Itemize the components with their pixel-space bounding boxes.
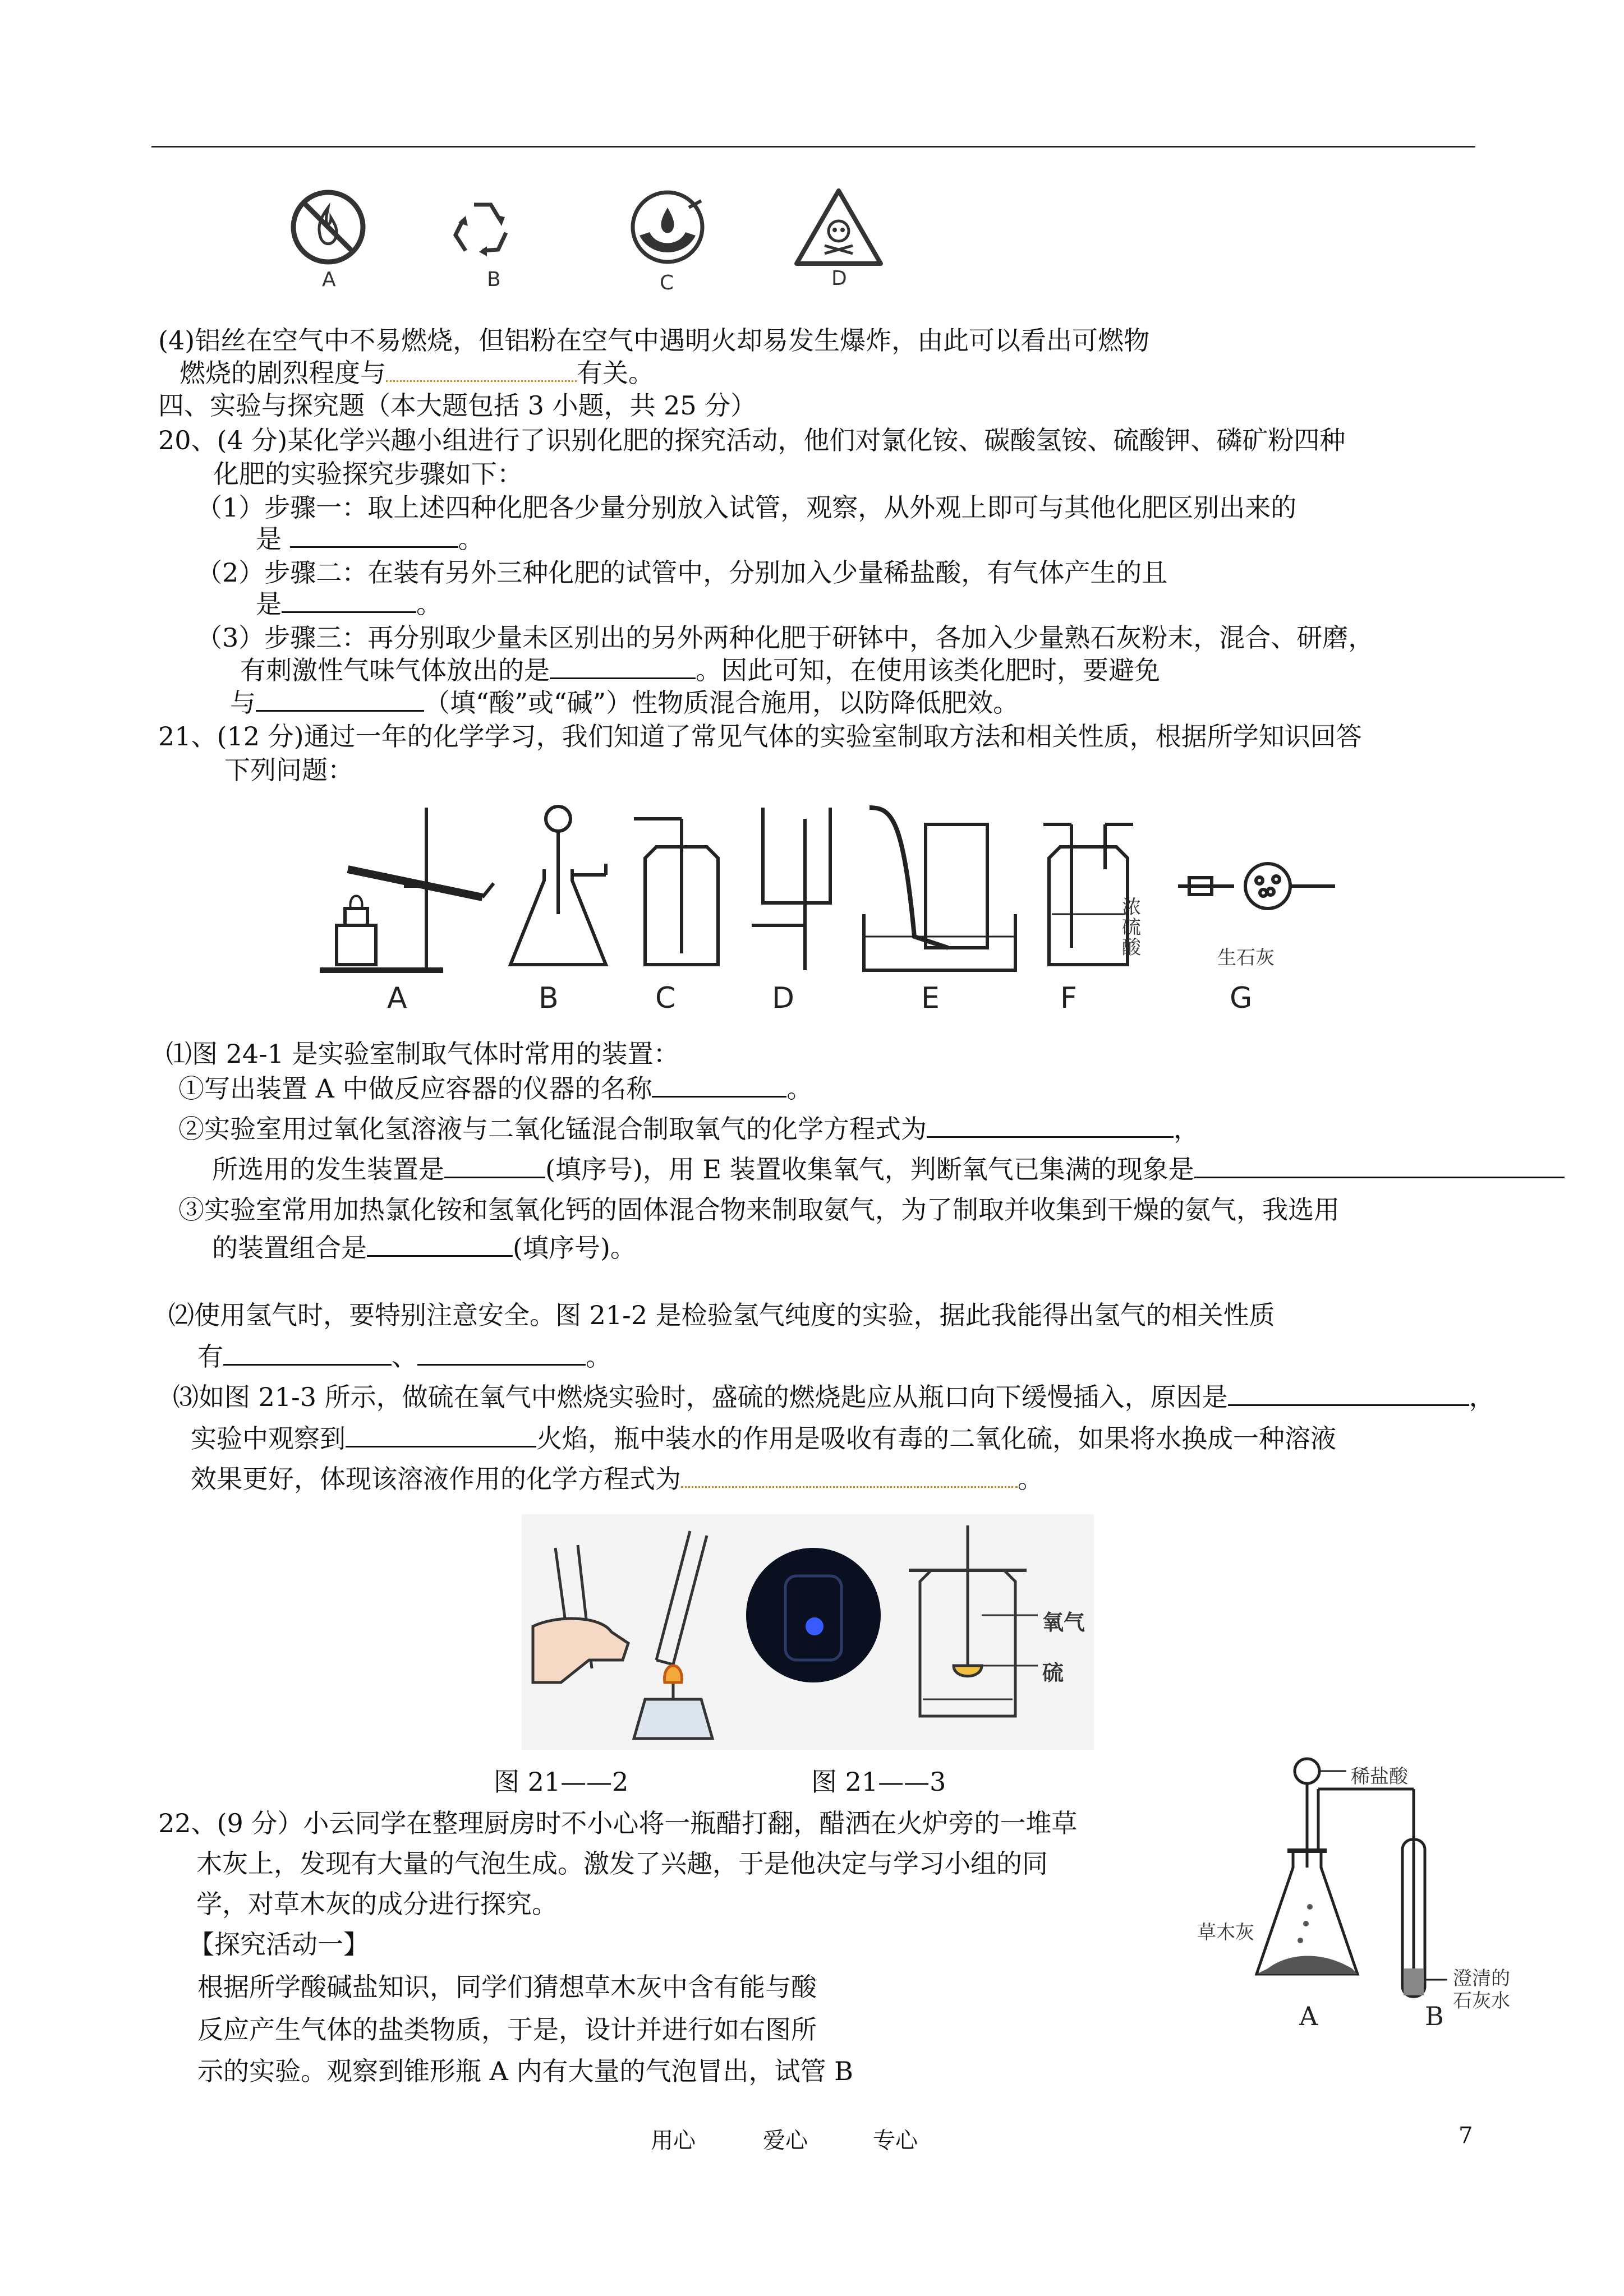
q22-line2: 木灰上，发现有大量的气泡生成。激发了兴趣，于是他决定与学习小组的同	[196, 1848, 1048, 1879]
apparatus-figure	[314, 802, 1358, 989]
q21-p1-3b-text-a: 的装置组合是	[212, 1233, 367, 1263]
q21-p3b-text-b: 火焰，瓶中装水的作用是吸收有毒的二氧化硫，如果将水换成一种溶液	[536, 1423, 1336, 1454]
q20-step3-text-d: （填“酸”或“碱”）性物质混合施用，以防降低肥效。	[424, 688, 1019, 718]
q20-step3-text-a: 有刺激性气味气体放出的是	[240, 655, 550, 685]
q21-p3a	[173, 1381, 1495, 1413]
q21-p3b-text-a: 实验中观察到	[191, 1423, 346, 1454]
q20-step3-blank1[interactable]	[550, 655, 696, 679]
q21-full-phenomenon-blank[interactable]	[1194, 1154, 1565, 1178]
symbol-label-d: D	[831, 267, 847, 290]
q19-4-line1: (4)铝丝在空气中不易燃烧，但铝粉在空气中遇明火却易发生爆炸，由此可以看出可燃物	[158, 325, 1150, 356]
q22-line1: 22、(9 分）小云同学在整理厨房时不小心将一瓶醋打翻，醋洒在火炉旁的一堆草	[158, 1808, 1078, 1838]
q21-equation-blank[interactable]	[927, 1114, 1174, 1138]
q21-solution-equation-blank[interactable]	[681, 1464, 1018, 1488]
q21-reason-blank[interactable]	[1228, 1382, 1469, 1406]
q21-p2b	[197, 1340, 611, 1373]
q19-4-line2-text-a: 燃烧的剧烈程度与	[180, 358, 386, 388]
page-number: 7	[1459, 2123, 1473, 2149]
q20-step3-line2	[240, 654, 1160, 686]
q19-4-line2-text-b: 有关。	[577, 358, 654, 388]
q22-figure-label-b: B	[1425, 2001, 1444, 2031]
oxygen-label: 氧气	[1042, 1610, 1085, 1635]
footer-text-left: 用心	[651, 2128, 696, 2154]
q21-h2-property-blank2[interactable]	[417, 1341, 586, 1366]
water-saving-symbol-icon	[623, 185, 712, 271]
q20-step1-blank[interactable]	[290, 524, 458, 548]
poison-warning-symbol-icon	[791, 185, 886, 271]
q21-p1-3a: ③实验室常用加热氯化铵和氢氧化钙的固体混合物来制取氨气，为了制取并收集到干燥的氨气，我选用	[178, 1195, 1340, 1225]
q21-combination-blank[interactable]	[367, 1233, 513, 1257]
q21-p1-1-text: ①写出装置 A 中做反应容器的仪器的名称	[178, 1073, 652, 1104]
q20-step3-line1: （3）步骤三：再分别取少量未区别出的另外两种化肥于研钵中，各加入少量熟石灰粉末，混合、研磨，	[196, 623, 1374, 653]
q20-line2: 化肥的实验探究步骤如下：	[213, 459, 523, 489]
q21-p2b-text-b: 、	[392, 1341, 417, 1372]
q21-p1-2a-end: ，	[1174, 1114, 1199, 1144]
q22-apparatus-figure	[1234, 1755, 1481, 2016]
q20-step3-line3	[230, 686, 1019, 719]
figure-21-2-and-21-3	[522, 1514, 1094, 1752]
header-rule	[151, 146, 1475, 147]
q20-step3-text-c: 与	[230, 688, 256, 718]
q21-p1-3b	[212, 1232, 636, 1264]
q21-p3a-text: ⑶如图 21-3 所示，做硫在氧气中燃烧实验时，盛硫的燃烧匙应从瓶口向下缓慢插入，原因是	[173, 1382, 1228, 1412]
q20-step3-text-b: 。因此可知，在使用该类化肥时，要避免	[696, 655, 1160, 685]
footer-text-mid: 爱心	[763, 2128, 808, 2154]
g-quicklime-label: 生石灰	[1217, 947, 1275, 969]
q21-p3c-text-a: 效果更好，体现该溶液作用的化学方程式为	[191, 1464, 681, 1494]
q21-p2b-text-a: 有	[197, 1341, 223, 1372]
q21-p1-head: ⑴图 24-1 是实验室制取气体时常用的装置：	[166, 1039, 679, 1069]
q22-line6: 示的实验。观察到锥形瓶 A 内有大量的气泡冒出，试管 B	[197, 2056, 853, 2086]
plant-ash-label: 草木灰	[1197, 1921, 1254, 1944]
q20-step2-text-a: 是	[256, 589, 282, 619]
figure-21-2-caption: 图 21——2	[494, 1767, 629, 1797]
q21-p2b-text-c: 。	[586, 1341, 611, 1372]
symbol-label-a: A	[322, 268, 336, 291]
q20-step2-line1: （2）步骤二：在装有另外三种化肥的试管中，分别加入少量稀盐酸，有气体产生的且	[196, 557, 1168, 588]
q20-line1: 20、(4 分)某化学兴趣小组进行了识别化肥的探究活动，他们对氯化铵、碳酸氢铵、硫酸钾、磷矿粉四种	[158, 425, 1346, 455]
q21-device-blank[interactable]	[444, 1154, 545, 1178]
q21-p3b	[191, 1422, 1336, 1455]
q19-4-line2	[180, 357, 654, 389]
symbol-label-b: B	[487, 268, 501, 291]
figure-21-3-caption: 图 21——3	[811, 1767, 946, 1797]
sulfur-label: 硫	[1042, 1661, 1064, 1685]
q21-line1: 21、(12 分)通过一年的化学学习，我们知道了常见气体的实验室制取方法和相关性质，根据所学知识回答	[158, 721, 1362, 751]
apparatus-label-c: C	[655, 981, 676, 1015]
q22-activity-title: 【探究活动一】	[188, 1929, 369, 1960]
footer-text-right: 专心	[873, 2128, 918, 2154]
q20-step1-text-b: 。	[458, 524, 484, 554]
q21-flame-blank[interactable]	[346, 1423, 536, 1447]
q20-step1-text-a: 是	[256, 524, 282, 554]
q22-figure-label-a: A	[1299, 2001, 1318, 2031]
q21-p1-2b-text-b: (填序号)，用 E 装置收集氧气，判断氧气已集满的现象是	[545, 1154, 1194, 1184]
q22-line5: 反应产生气体的盐类物质，于是，设计并进行如右图所	[197, 2014, 817, 2045]
no-fire-symbol-icon	[286, 185, 370, 271]
f-conc-sulfuric-acid-label: 浓硫酸	[1122, 896, 1141, 959]
q20-step1-line1: （1）步骤一：取上述四种化肥各少量分别放入试管，观察，从外观上即可与其他化肥区别出来的	[196, 492, 1297, 523]
q20-step3-blank2[interactable]	[256, 688, 424, 712]
q21-p1-1-blank[interactable]	[652, 1073, 786, 1098]
q22-line3: 学，对草木灰的成分进行探究。	[196, 1889, 558, 1919]
recycle-symbol-icon	[443, 193, 522, 269]
q22-line4: 根据所学酸碱盐知识，同学们猜想草木灰中含有能与酸	[197, 1972, 817, 2002]
apparatus-label-d: D	[772, 981, 795, 1015]
apparatus-label-e: E	[921, 981, 940, 1015]
section4-title: 四、实验与探究题（本大题包括 3 小题，共 25 分）	[158, 390, 757, 421]
q21-p1-3b-text-b: (填序号)。	[513, 1233, 636, 1263]
q20-step2-blank[interactable]	[282, 589, 416, 613]
apparatus-label-a: A	[387, 981, 407, 1015]
apparatus-label-b: B	[539, 981, 559, 1015]
q21-p1-2b-text-a: 所选用的发生装置是	[212, 1154, 444, 1184]
q19-4-answer-blank[interactable]	[386, 358, 577, 382]
q21-p3c	[191, 1463, 1043, 1495]
q21-line2: 下列问题：	[224, 755, 353, 785]
dilute-hcl-label: 稀盐酸	[1351, 1765, 1408, 1788]
q21-p1-1-end: 。	[786, 1073, 813, 1104]
q21-p3a-end: ，	[1469, 1382, 1495, 1412]
q21-p1-2a-text: ②实验室用过氧化氢溶液与二氧化锰混合制取氧气的化学方程式为	[178, 1114, 927, 1144]
q21-p2a: ⑵使用氢气时，要特别注意安全。图 21-2 是检验氢气纯度的实验，据此我能得出氢气的相关性质	[168, 1300, 1275, 1330]
q20-step2-line2	[256, 588, 442, 620]
limewater-label-line2: 石灰水	[1453, 1990, 1510, 2012]
q21-p3c-text-b: 。	[1018, 1464, 1043, 1494]
q20-step2-text-b: 。	[416, 589, 442, 619]
limewater-label-line1: 澄清的	[1453, 1967, 1510, 1990]
apparatus-label-g: G	[1230, 981, 1253, 1015]
symbol-label-c: C	[660, 271, 674, 294]
q21-h2-property-blank1[interactable]	[223, 1341, 392, 1366]
q20-step1-line2	[256, 523, 484, 555]
q21-p1-2a	[178, 1113, 1199, 1145]
q21-p1-2b	[212, 1153, 1565, 1186]
apparatus-label-f: F	[1060, 981, 1077, 1015]
q21-p1-1	[178, 1072, 812, 1105]
